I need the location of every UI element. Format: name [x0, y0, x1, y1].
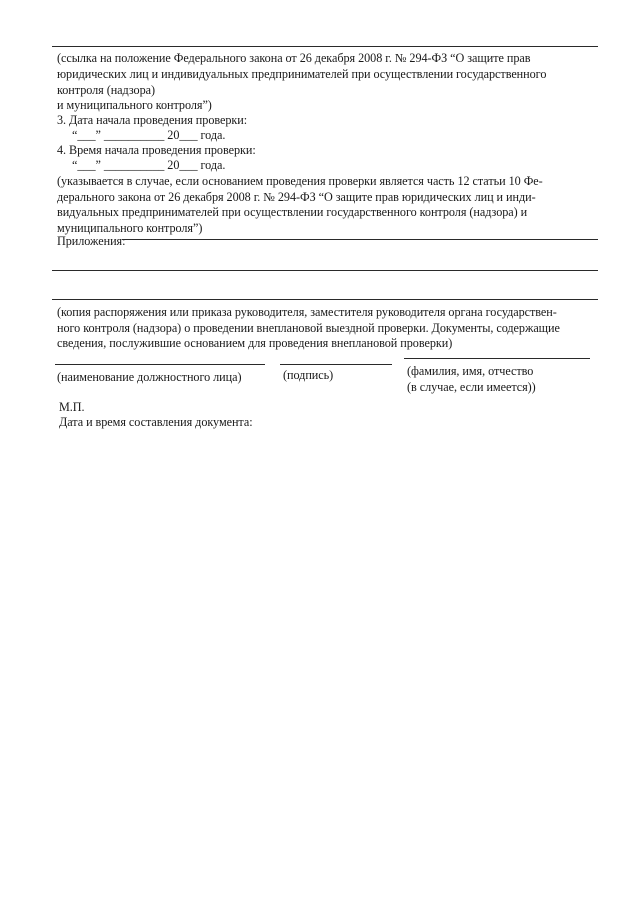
stamp-label: М.П.	[59, 400, 85, 414]
name-caption-line-2: (в случае, если имеется))	[407, 380, 536, 394]
attachments-desc-line-3: сведения, послужившие основанием для проведения внеплановой проверки)	[57, 336, 453, 350]
attachments-label: Приложения:	[57, 234, 126, 248]
item4-note-line-1: (указывается в случае, если основанием проведения проверки является часть 12 статьи 10 Фе-	[57, 174, 543, 188]
attachments-fill-line-3	[52, 299, 598, 300]
item4-note-line-3: видуальных предпринимателей при осуществлении государственного контроля (надзора) и	[57, 205, 528, 219]
item3-date-field: “___” __________ 20___ года.	[72, 128, 226, 142]
signature-sign-line	[280, 364, 392, 365]
item4-note-line-2: дерального закона от 26 декабря 2008 г. № 294-ФЗ “О защите прав юридических лиц и инди-	[57, 190, 536, 204]
item4-title: 4. Время начала проведения проверки:	[57, 143, 256, 157]
item4-date-field: “___” __________ 20___ года.	[72, 158, 226, 172]
citation-line-2: юридических лиц и индивидуальных предпринимателей при осуществлении государственного	[57, 67, 547, 81]
position-sign-line	[55, 364, 265, 365]
item4-note-line-4: муниципального контроля”)	[57, 221, 203, 235]
item3-title: 3. Дата начала проведения проверки:	[57, 113, 248, 127]
attachments-fill-line-2	[52, 270, 598, 271]
attachments-desc-line-1: (копия распоряжения или приказа руководителя, заместителя руководителя органа государствен-	[57, 305, 557, 319]
citation-line-4: и муниципального контроля”)	[57, 98, 212, 112]
top-fill-line	[52, 46, 598, 47]
attachments-desc-line-2: ного контроля (надзора) о проведении внеплановой выездной проверки. Документы, содержащие	[57, 321, 560, 335]
citation-line-3: контроля (надзора)	[57, 83, 155, 97]
citation-line-1: (ссылка на положение Федерального закона от 26 декабря 2008 г. № 294-ФЗ “О защите прав	[57, 51, 531, 65]
signature-caption: (подпись)	[283, 368, 334, 382]
position-caption: (наименование должностного лица)	[57, 370, 242, 384]
document-datetime-label: Дата и время составления документа:	[59, 415, 253, 429]
attachments-fill-line-1	[122, 239, 598, 240]
name-caption-line-1: (фамилия, имя, отчество	[407, 364, 534, 378]
name-sign-line	[404, 358, 590, 359]
